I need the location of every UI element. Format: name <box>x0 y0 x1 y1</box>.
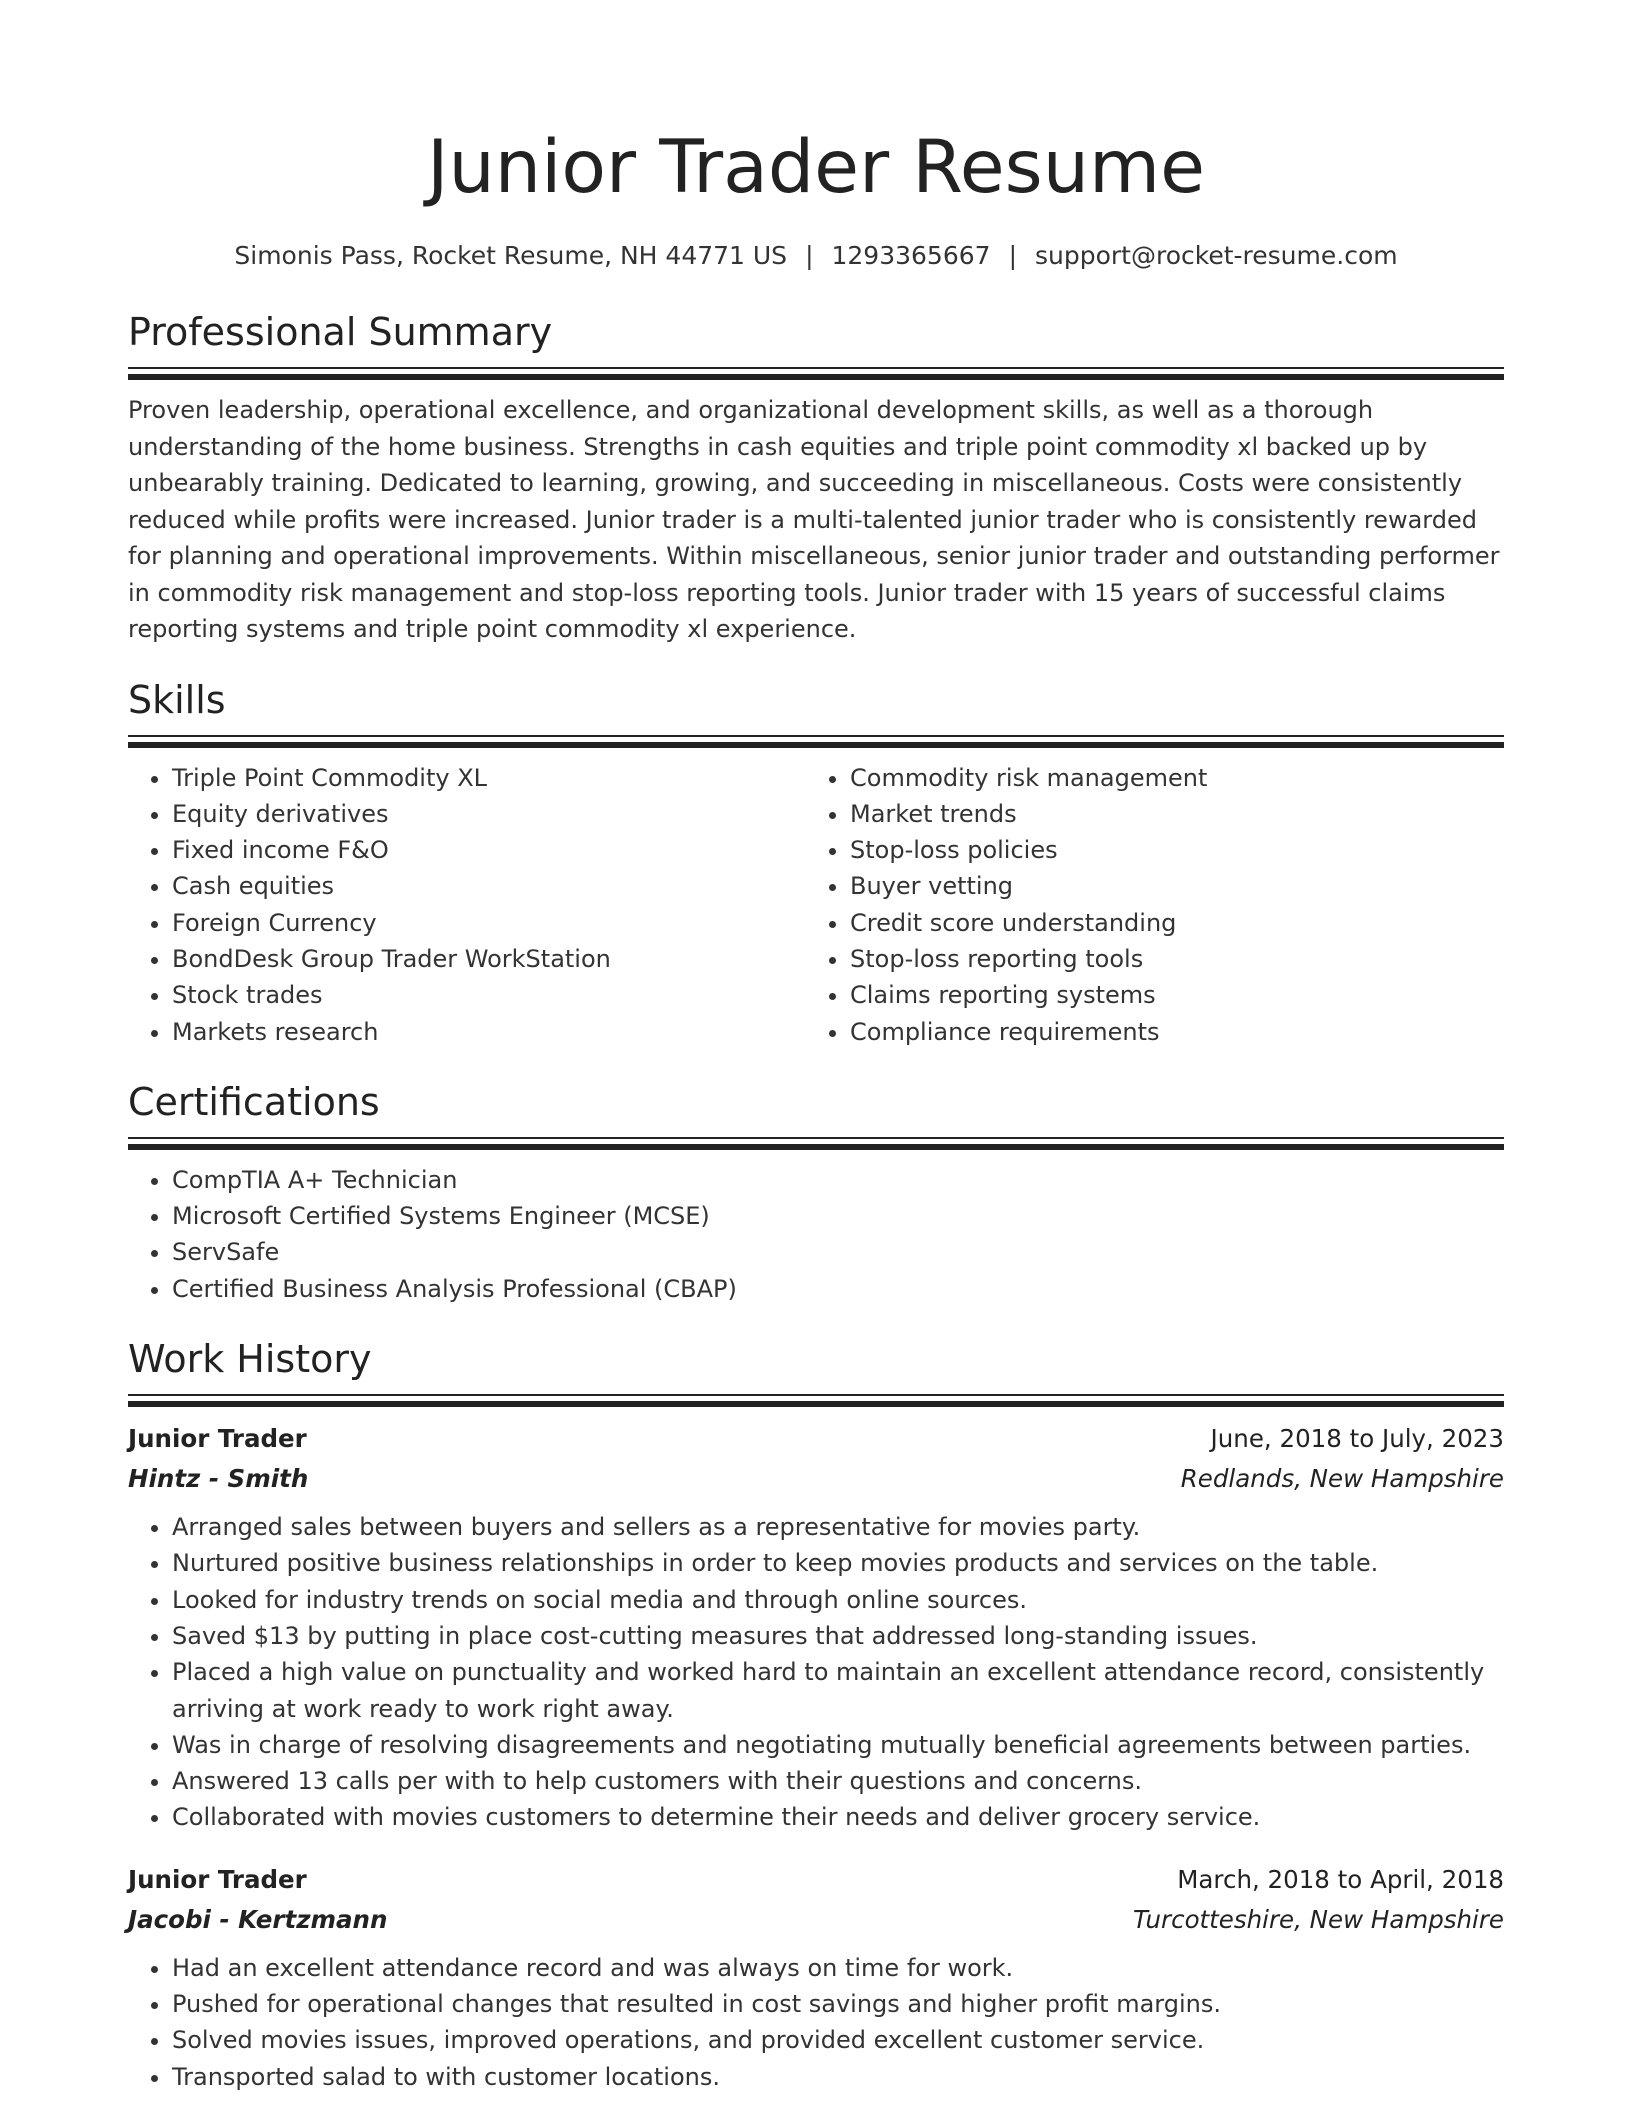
section-divider <box>128 735 1504 748</box>
skill-item: • Market trends <box>850 796 1484 832</box>
job-location: Turcotteshire, New Hampshire <box>1133 1904 1504 1934</box>
skill-item: • Stop-loss policies <box>850 832 1484 868</box>
job-bullet: • Solved movies issues, improved operations, and provided excellent customer service. <box>172 2022 1504 2058</box>
certification-item: • Microsoft Certified Systems Engineer (MCSE) <box>172 1198 1504 1234</box>
work-history-section <box>128 1334 1504 2095</box>
job-bullet: • Had an excellent attendance record and was always on time for work. <box>172 1950 1504 1986</box>
job-location: Redlands, New Hampshire <box>1180 1464 1504 1494</box>
job-dates: June, 2018 to July, 2023 <box>1210 1424 1504 1454</box>
summary-text: Proven leadership, operational excellence, and organizational development skills, as well as a thorough understanding of the home business. Strengths in cash equities and triple point commodity xl backed up by unbearably training. Dedicated to learning, growing, and succeeding in miscellaneous. Costs were consistently reduced while profits were increased. Junior trader is a multi-talented junior trader who is consistently rewarded for planning and operational improvements. Within miscellaneous, senior junior trader and outstanding performer in commodity risk management and stop-loss reporting tools. Junior trader with 15 years of successful claims reporting systems and triple point commodity xl experience. <box>128 396 1500 643</box>
job-entry <box>128 1419 1504 1836</box>
resume-page <box>128 0 1504 2095</box>
skill-item: • Claims reporting systems <box>850 977 1484 1013</box>
job-bullet: • Collaborated with movies customers to determine their needs and deliver grocery service. <box>172 1799 1504 1835</box>
contact-separator: | <box>1008 241 1017 270</box>
skills-column-left <box>128 760 806 1050</box>
summary-heading: Professional Summary <box>128 310 553 354</box>
skill-item: • Markets research <box>172 1014 806 1050</box>
skills-section <box>128 675 1504 1050</box>
skill-item: • Compliance requirements <box>850 1014 1484 1050</box>
certification-item: • Certified Business Analysis Professional (CBAP) <box>172 1271 1504 1307</box>
skills-grid <box>128 760 1504 1050</box>
contact-line <box>128 238 1504 274</box>
skill-item: • Cash equities <box>172 868 806 904</box>
section-divider <box>128 367 1504 380</box>
skill-item: • Equity derivatives <box>172 796 806 832</box>
job-bullet: • Placed a high value on punctuality and worked hard to maintain an excellent attendance record, consistently arriving at work ready to work right away. <box>172 1654 1504 1727</box>
job-bullet: • Answered 13 calls per with to help customers with their questions and concerns. <box>172 1763 1504 1799</box>
job-bullet: • Nurtured positive business relationships in order to keep movies products and services on the table. <box>172 1545 1504 1581</box>
skills-column-right <box>806 760 1484 1050</box>
section-divider <box>128 1394 1504 1407</box>
job-entry <box>128 1860 1504 2095</box>
contact-email[interactable]: support@rocket-resume.com <box>1035 241 1398 270</box>
job-title: Junior Trader <box>128 1424 307 1454</box>
job-bullet: • Pushed for operational changes that resulted in cost savings and higher profit margins. <box>172 1986 1504 2022</box>
job-dates: March, 2018 to April, 2018 <box>1177 1864 1504 1894</box>
skill-item: • Stock trades <box>172 977 806 1013</box>
skill-item: • Stop-loss reporting tools <box>850 941 1484 977</box>
job-title: Junior Trader <box>128 1864 307 1894</box>
skill-item: • Triple Point Commodity XL <box>172 760 806 796</box>
skill-item: • Buyer vetting <box>850 868 1484 904</box>
skill-item: • Fixed income F&O <box>172 832 806 868</box>
certifications-heading: Certifications <box>128 1079 380 1124</box>
job-bullet: • Was in charge of resolving disagreements and negotiating mutually beneficial agreements between parties. <box>172 1727 1504 1763</box>
summary-section <box>128 307 1504 648</box>
job-header <box>128 1419 1504 1459</box>
skill-item: • BondDesk Group Trader WorkStation <box>172 941 806 977</box>
contact-address: Simonis Pass, Rocket Resume, NH 44771 US <box>234 241 788 270</box>
job-bullet: • Transported salad to with customer locations. <box>172 2059 1504 2095</box>
section-divider <box>128 1137 1504 1150</box>
work-history-heading: Work History <box>128 1337 372 1382</box>
job-company: Hintz - Smith <box>128 1464 309 1494</box>
job-bullet: • Looked for industry trends on social media and through online sources. <box>172 1582 1504 1618</box>
certifications-section <box>128 1077 1504 1307</box>
job-subheader <box>128 1900 1504 1940</box>
skill-item: • Foreign Currency <box>172 905 806 941</box>
job-bullet: • Arranged sales between buyers and sellers as a representative for movies party. <box>172 1509 1504 1545</box>
job-bullet: • Saved $13 by putting in place cost-cutting measures that addressed long-standing issues. <box>172 1618 1504 1654</box>
contact-separator: | <box>805 241 814 270</box>
job-company: Jacobi - Kertzmann <box>128 1904 388 1934</box>
contact-phone: 1293365667 <box>831 241 991 270</box>
skill-item: • Commodity risk management <box>850 760 1484 796</box>
skill-item: • Credit score understanding <box>850 905 1484 941</box>
job-subheader <box>128 1459 1504 1499</box>
skills-heading: Skills <box>128 677 226 722</box>
certification-item: • ServSafe <box>172 1234 1504 1270</box>
job-header <box>128 1860 1504 1900</box>
certification-item: • CompTIA A+ Technician <box>172 1162 1504 1198</box>
resume-title: Junior Trader Resume <box>427 125 1205 210</box>
